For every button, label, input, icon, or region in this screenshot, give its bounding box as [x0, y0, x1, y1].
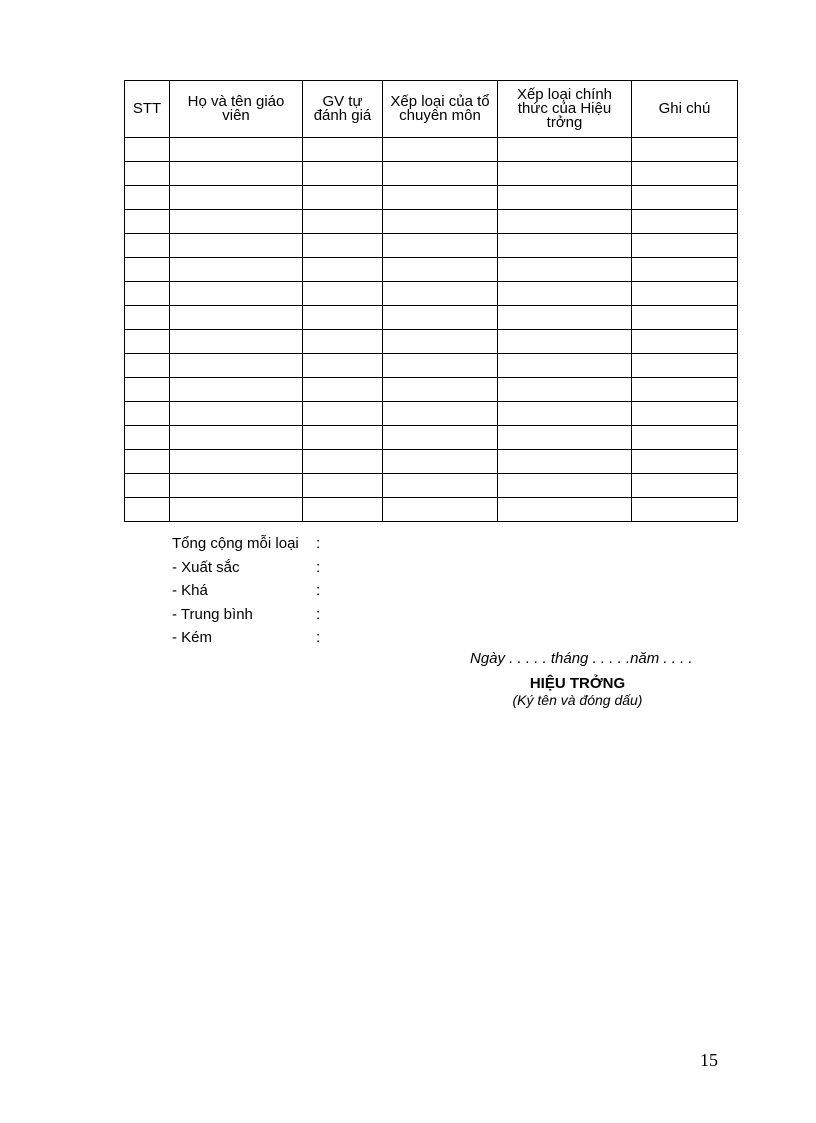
table-row [125, 498, 738, 522]
table-cell [125, 234, 170, 258]
table-cell [632, 282, 738, 306]
table-cell [170, 282, 303, 306]
table-row [125, 210, 738, 234]
teacher-evaluation-table [124, 80, 738, 522]
table-cell [383, 186, 498, 210]
table-row [125, 402, 738, 426]
table-cell [498, 186, 632, 210]
header-teacher-name: Họ và tên giáo viên [170, 81, 303, 138]
table-cell [383, 498, 498, 522]
table-cell [632, 138, 738, 162]
table-cell [632, 330, 738, 354]
table-cell [303, 378, 383, 402]
table-cell [498, 330, 632, 354]
summary-item-poor [172, 626, 326, 650]
table-cell [170, 498, 303, 522]
table-cell [498, 354, 632, 378]
table-cell [383, 378, 498, 402]
table-cell [125, 162, 170, 186]
table-cell [498, 234, 632, 258]
table-cell [303, 186, 383, 210]
table-cell [170, 426, 303, 450]
table-cell [383, 330, 498, 354]
principal-signature-block [490, 676, 665, 708]
table-cell [632, 474, 738, 498]
table-cell [632, 450, 738, 474]
table-header-row [125, 81, 738, 138]
table-cell [125, 186, 170, 210]
table-cell [125, 354, 170, 378]
table-cell [125, 474, 170, 498]
table-cell [632, 426, 738, 450]
table-cell [170, 330, 303, 354]
table-cell [498, 210, 632, 234]
table-cell [125, 402, 170, 426]
table-cell [125, 306, 170, 330]
table-cell [170, 234, 303, 258]
table-cell [125, 282, 170, 306]
summary-item-excellent [172, 556, 326, 580]
table-cell [303, 234, 383, 258]
table-cell [125, 210, 170, 234]
table-row [125, 258, 738, 282]
table-cell [383, 138, 498, 162]
summary-item-average [172, 603, 326, 627]
table-cell [303, 474, 383, 498]
summary-item-label: - Khá [172, 582, 208, 599]
page-number: 15 [700, 1050, 718, 1070]
table-cell [632, 402, 738, 426]
table-cell [303, 210, 383, 234]
table-cell [498, 474, 632, 498]
table-cell [170, 162, 303, 186]
table-cell [632, 258, 738, 282]
summary-item-label: - Xuất sắc [172, 558, 240, 576]
table-cell [170, 210, 303, 234]
table-cell [383, 354, 498, 378]
table-cell [498, 306, 632, 330]
table-row [125, 426, 738, 450]
header-principal-rating: Xếp loại chính thức của Hiệu trởng [498, 81, 632, 138]
table-cell [170, 186, 303, 210]
table-cell [170, 258, 303, 282]
table-cell [383, 306, 498, 330]
table-cell [498, 402, 632, 426]
table-cell [383, 258, 498, 282]
table-cell [383, 234, 498, 258]
table-row [125, 282, 738, 306]
date-line: Ngày . . . . . tháng . . . . .năm . . . . [470, 650, 693, 667]
table-cell [125, 330, 170, 354]
table-cell [125, 450, 170, 474]
table-cell [125, 378, 170, 402]
summary-item-label: - Kém [172, 629, 213, 646]
table-cell [383, 210, 498, 234]
summary-colon: : [316, 535, 321, 552]
table-cell [303, 258, 383, 282]
table-cell [632, 234, 738, 258]
table-cell [125, 258, 170, 282]
table-row [125, 234, 738, 258]
table-cell [383, 426, 498, 450]
principal-title: HIỆU TRỞNG [529, 675, 626, 692]
table-body [125, 138, 738, 522]
table-row [125, 306, 738, 330]
summary-colon: : [316, 629, 321, 646]
table-cell [170, 450, 303, 474]
table-cell [170, 306, 303, 330]
signature-note: (Ký tên và đóng dấu) [512, 692, 643, 708]
table-cell [498, 426, 632, 450]
table-cell [303, 354, 383, 378]
table-cell [498, 282, 632, 306]
table-cell [632, 186, 738, 210]
summary-section [172, 532, 326, 650]
table-cell [303, 330, 383, 354]
table-cell [383, 450, 498, 474]
table-row [125, 450, 738, 474]
table-cell [125, 426, 170, 450]
table-row [125, 474, 738, 498]
summary-colon: : [316, 605, 321, 623]
table-row [125, 354, 738, 378]
table-cell [303, 282, 383, 306]
table-cell [498, 138, 632, 162]
table-cell [170, 402, 303, 426]
table-cell [498, 450, 632, 474]
table-cell [125, 498, 170, 522]
table-cell [632, 498, 738, 522]
table-cell [632, 378, 738, 402]
table-row [125, 138, 738, 162]
summary-item-good [172, 579, 326, 603]
table-cell [383, 162, 498, 186]
table-cell [632, 162, 738, 186]
header-self-assessment: GV tự đánh giá [303, 81, 383, 138]
summary-colon: : [316, 558, 321, 576]
summary-item-label: - Trung bình [172, 605, 253, 623]
table-cell [632, 306, 738, 330]
table-cell [632, 354, 738, 378]
table-row [125, 378, 738, 402]
table-row [125, 330, 738, 354]
table-row [125, 186, 738, 210]
summary-title: Tổng cộng mỗi loại [172, 535, 299, 552]
table-cell [170, 354, 303, 378]
table-cell [498, 258, 632, 282]
table-cell [498, 498, 632, 522]
table-cell [303, 402, 383, 426]
summary-total-row [172, 532, 326, 556]
table-cell [498, 378, 632, 402]
table-cell [303, 138, 383, 162]
table-cell [632, 210, 738, 234]
header-notes: Ghi chú [632, 81, 738, 138]
table-cell [303, 306, 383, 330]
table-cell [498, 162, 632, 186]
table-cell [125, 138, 170, 162]
table-cell [303, 450, 383, 474]
table-cell [303, 162, 383, 186]
header-department-rating: Xếp loại của tổ chuyên môn [383, 81, 498, 138]
table-cell [170, 378, 303, 402]
table-cell [303, 498, 383, 522]
table-cell [383, 402, 498, 426]
table-cell [303, 426, 383, 450]
header-stt: STT [125, 81, 170, 138]
table-cell [170, 138, 303, 162]
table-cell [383, 282, 498, 306]
summary-colon: : [316, 582, 321, 599]
table-cell [383, 474, 498, 498]
table-row [125, 162, 738, 186]
table-cell [170, 474, 303, 498]
